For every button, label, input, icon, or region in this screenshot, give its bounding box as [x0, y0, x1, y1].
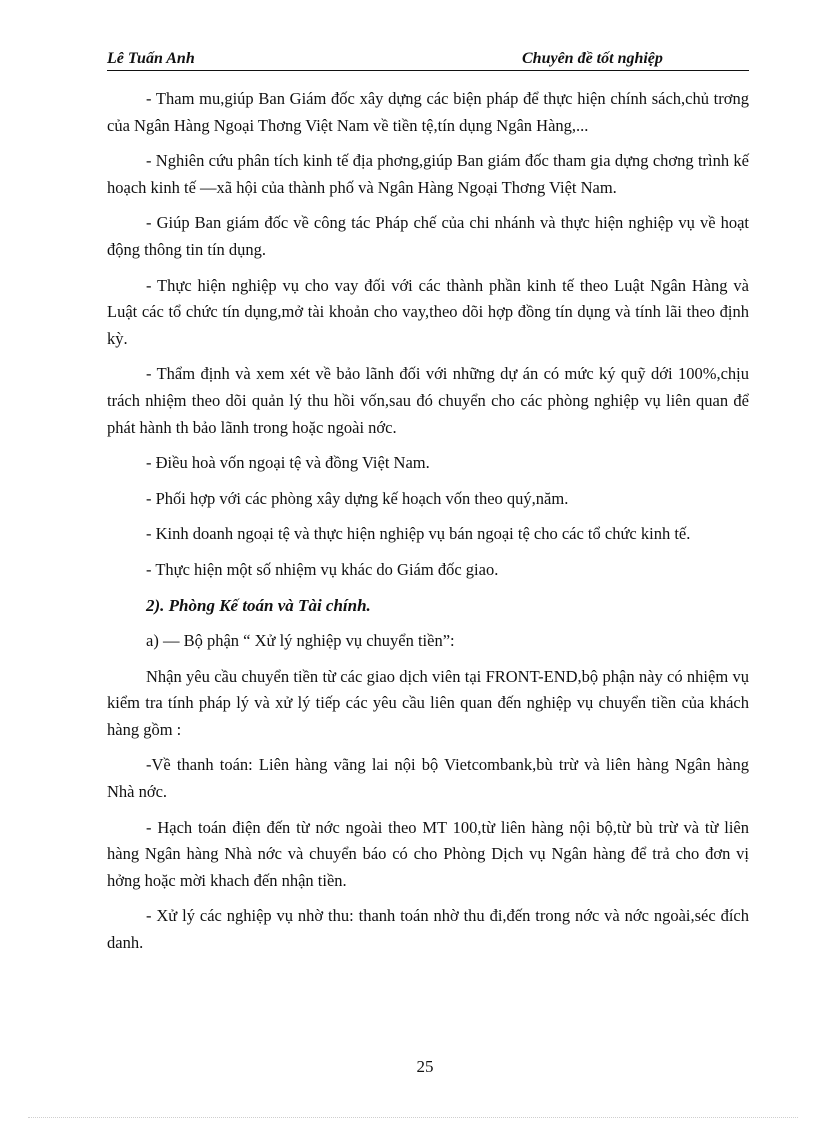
page-number: 25 [416, 1057, 434, 1076]
paragraph: - Thực hiện nghiệp vụ cho vay đối với các thành phần kinh tế theo Luật Ngân Hàng và Luật các tổ chức tín dụng,mở tài khoản cho vay,theo dõi hợp đồng tín dụng và tính lãi theo định kỳ. [107, 275, 749, 348]
paragraph: - Xử lý các nghiệp vụ nhờ thu: thanh toán nhờ thu đi,đến trong nớc và nớc ngoài,séc đích danh. [107, 906, 749, 953]
paragraph: - Nghiên cứu phân tích kinh tế địa phơng,giúp Ban giám đốc tham gia dựng chơng trình kế hoạch kinh tế —xã hội của thành phố và Ngân Hàng Ngoại Thơng Việt Nam. [107, 151, 749, 197]
paragraph: Nhận yêu cầu chuyển tiền từ các giao dịch viên tại FRONT-END,bộ phận này có nhiệm vụ kiểm tra tính pháp lý và xử lý tiếp các yêu cầu liên quan đến nghiệp vụ chuyển tiền của khách hàng gồm : [107, 666, 749, 739]
page-header [107, 50, 749, 71]
page-bottom-divider [28, 1117, 798, 1118]
paragraph: - Hạch toán điện đến từ nớc ngoài theo MT 100,từ liên hàng nội bộ,từ bù trừ và từ liên hàng Ngân hàng Nhà nớc và chuyển báo có cho Phòng Dịch vụ Ngân hàng để trả cho đơn vị hởng hoặc mời khach đến nhận tiền. [107, 817, 749, 890]
section-heading: 2). Phòng Kế toán và Tài chính. [146, 595, 371, 615]
paragraph: - Kinh doanh ngoại tệ và thực hiện nghiệp vụ bán ngoại tệ cho các tổ chức kinh tế. [146, 524, 691, 544]
paragraph: - Điều hoà vốn ngoại tệ và đồng Việt Nam. [146, 453, 430, 473]
paragraph: - Phối hợp với các phòng xây dựng kế hoạch vốn theo quý,năm. [146, 488, 569, 508]
paragraph: - Giúp Ban giám đốc về công tác Pháp chế của chi nhánh và thực hiện nghiệp vụ về hoạt động thông tin tín dụng. [107, 213, 749, 259]
paragraph: - Tham mu,giúp Ban Giám đốc xây dựng các biện pháp để thực hiện chính sách,chủ trơng của Ngân Hàng Ngoại Thơng Việt Nam về tiền tệ,tín dụng Ngân Hàng,... [107, 89, 749, 135]
document-body [107, 86, 749, 966]
header-title: Chuyên đề tốt nghiệp [522, 50, 663, 67]
paragraph: a) — Bộ phận “ Xử lý nghiệp vụ chuyển tiền”: [146, 631, 455, 651]
paragraph: -Về thanh toán: Liên hàng vãng lai nội bộ Vietcombank,bù trừ và liên hàng Ngân hàng Nhà nớc. [107, 755, 749, 802]
paragraph: - Thẩm định và xem xét về bảo lãnh đối với những dự án có mức ký quỹ dới 100%,chịu trách nhiệm theo dõi quản lý thu hồi vốn,sau đó chuyển cho các phòng nghiệp vụ liên quan để phát hành th bảo lãnh trong hoặc ngoài nớc. [107, 364, 749, 437]
header-author: Lê Tuấn Anh [107, 50, 195, 67]
paragraph: - Thực hiện một số nhiệm vụ khác do Giám đốc giao. [146, 559, 499, 579]
